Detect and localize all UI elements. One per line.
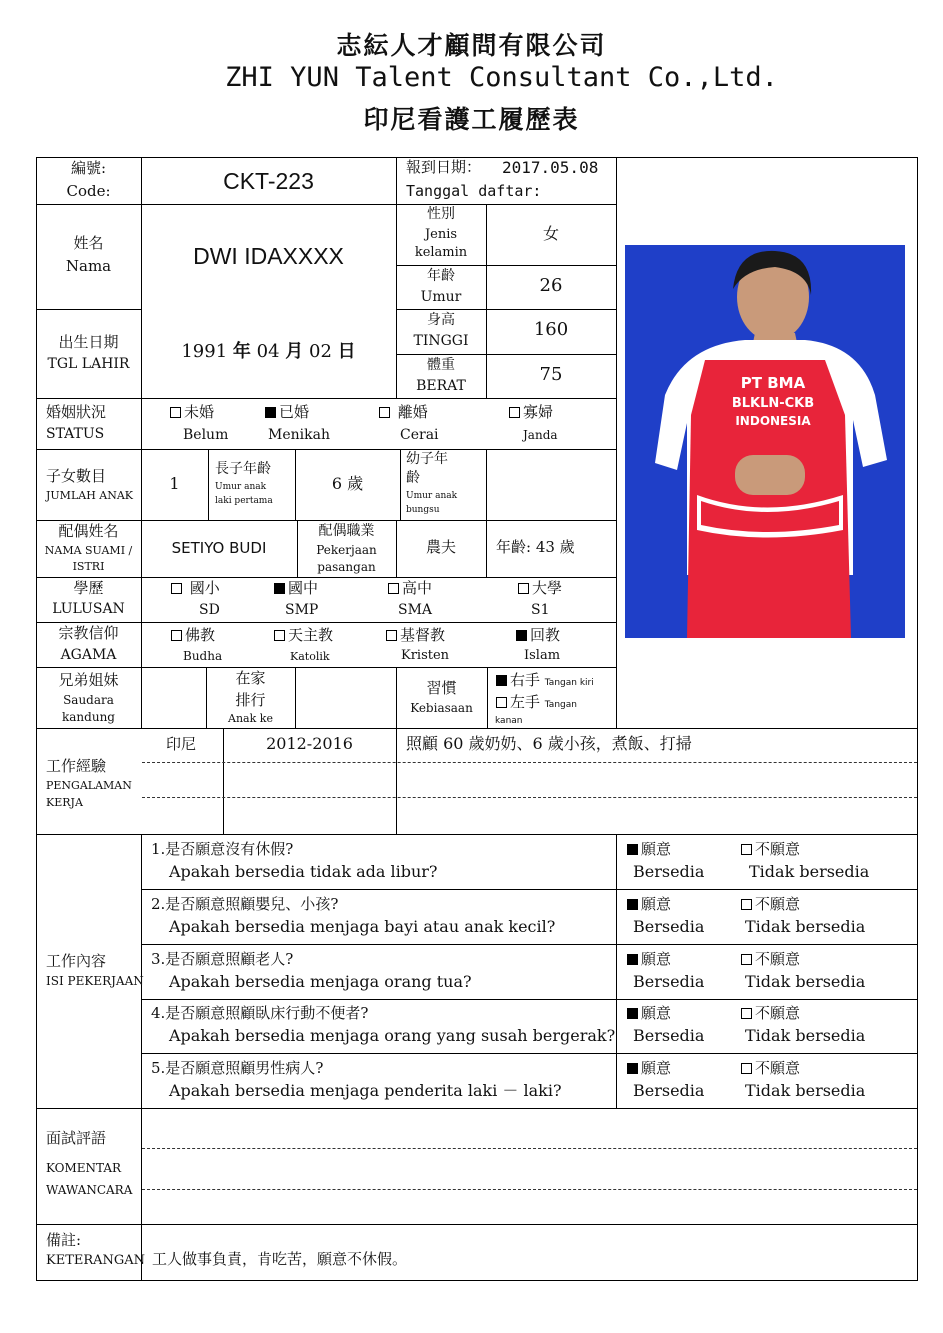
rank-label-cn1: 在家 (235, 669, 266, 687)
gender-label-id1: Jenis (424, 227, 458, 242)
yes-option[interactable]: 願意 (627, 1005, 671, 1022)
interview-label-id1: KOMENTAR (46, 1161, 122, 1175)
registration-label-cn: 報到日期： (406, 158, 482, 176)
checkbox-icon (386, 630, 397, 641)
checked-checkbox-icon (627, 954, 638, 965)
code-label-id: Code: (66, 182, 111, 200)
weight-label-id: BERAT (416, 378, 466, 394)
checked-checkbox-icon (627, 844, 638, 855)
experience-country: 印尼 (166, 735, 197, 753)
age-label-cn: 年齡 (427, 268, 455, 284)
no-label: Tidak bersedia (749, 862, 870, 881)
youngest-label-id1: Umur anak (406, 491, 458, 501)
yes-label: Bersedia (633, 1081, 705, 1100)
question-id: Apakah bersedia menjaga bayi atau anak kecil? (169, 917, 556, 936)
interview-label-id2: WAWANCARA (46, 1183, 133, 1197)
children-count: 1 (169, 474, 180, 493)
name-label-id: Nama (65, 257, 112, 275)
apron-text: BLKLN-CKB (731, 396, 815, 411)
checkbox-icon (388, 583, 399, 594)
remarks-label-cn: 備註: (46, 1231, 82, 1249)
yes-label: Bersedia (633, 917, 705, 936)
experience-label-id1: PENGALAMAN (46, 779, 132, 792)
siblings-label-cn: 兄弟姐妹 (58, 671, 119, 689)
no-label: Tidak bersedia (745, 972, 866, 991)
yes-option[interactable]: 願意 (627, 896, 671, 913)
religion-option-label: Islam (524, 648, 561, 663)
experience-duty: 照顧 60 歲奶奶、6 歲小孩，煮飯、打掃 (406, 734, 692, 753)
marital-option-cerai[interactable]: 離婚 (379, 404, 428, 421)
checkbox-icon (496, 697, 507, 708)
checkbox-icon (741, 1008, 752, 1019)
experience-period: 2012-2016 (266, 734, 353, 753)
applicant-photo (625, 245, 905, 638)
spouse-label-cn: 配偶姓名 (58, 522, 119, 540)
checked-checkbox-icon (516, 630, 527, 641)
religion-option-budha[interactable]: 佛教 (171, 627, 215, 644)
checked-checkbox-icon (265, 407, 276, 418)
question-cn: 4.是否願意照顧臥床行動不便者? (151, 1004, 369, 1022)
checkbox-icon (518, 583, 529, 594)
checked-checkbox-icon (274, 583, 285, 594)
hand-option-right[interactable]: 右手 Tangan kiri (496, 672, 594, 689)
religion-option-label: Katolik (290, 650, 330, 663)
no-label: Tidak bersedia (745, 1081, 866, 1100)
religion-label-id: AGAMA (60, 647, 117, 663)
experience-label-id2: KERJA (46, 796, 83, 809)
no-label: Tidak bersedia (745, 917, 866, 936)
spouse-job: 農夫 (425, 538, 456, 556)
weight-label-cn: 體重 (427, 357, 455, 373)
no-label: Tidak bersedia (745, 1026, 866, 1045)
registration-date: 2017.05.08 (502, 158, 599, 177)
spouse-job-label-cn: 配偶職業 (318, 523, 375, 539)
children-label-cn: 子女數目 (46, 467, 107, 485)
checked-checkbox-icon (496, 675, 507, 686)
youngest-label-cn1: 幼子年 (406, 451, 448, 467)
yes-option[interactable]: 願意 (627, 951, 671, 968)
children-label-id: JUMLAH ANAK (46, 489, 134, 502)
eldest-age: 6 歲 (331, 474, 364, 493)
hand-left-label: kanan (495, 716, 523, 726)
habit-label-cn: 習慣 (426, 679, 457, 697)
work-label-cn: 工作內容 (46, 952, 107, 970)
work-label-id: ISI PEKERJAAN (46, 974, 144, 988)
marital-label-cn: 婚姻狀況 (46, 403, 107, 421)
spouse-age: 年齡: 43 歲 (496, 538, 575, 556)
question-id: Apakah bersedia menjaga orang yang susah bergerak? (169, 1026, 616, 1045)
marital-option-belum[interactable]: 未婚 (170, 404, 214, 421)
checkbox-icon (170, 407, 181, 418)
spouse-label-id1: NAMA SUAMI / (44, 544, 133, 557)
education-option-sma[interactable]: 高中 (388, 580, 432, 597)
marital-option-label: Cerai (400, 427, 439, 443)
checkbox-icon (741, 899, 752, 910)
height-value: 160 (533, 319, 569, 340)
checkbox-icon (171, 583, 182, 594)
no-option[interactable]: 不願意 (741, 951, 800, 968)
interview-label-cn: 面試評語 (46, 1129, 107, 1147)
education-label-id: LULUSAN (52, 601, 125, 617)
no-option[interactable]: 不願意 (741, 1060, 800, 1077)
checked-checkbox-icon (627, 1063, 638, 1074)
marital-label-id: STATUS (46, 426, 105, 442)
education-label-cn: 學歷 (73, 579, 104, 597)
height-label-id: TINGGI (413, 333, 469, 349)
no-option[interactable]: 不願意 (741, 1005, 800, 1022)
education-option-label: SMP (285, 602, 319, 618)
question-cn: 3.是否願意照顧老人? (151, 950, 294, 968)
religion-option-katolik[interactable]: 天主教 (274, 627, 333, 644)
checkbox-icon (741, 1063, 752, 1074)
height-label-cn: 身高 (427, 312, 455, 328)
question-id: Apakah bersedia menjaga penderita laki － laki? (169, 1081, 562, 1100)
education-option-smp[interactable]: 國中 (274, 580, 318, 597)
checkbox-icon (379, 407, 390, 418)
religion-option-label: Budha (183, 649, 223, 663)
checkbox-icon (741, 954, 752, 965)
spouse-job-label-id1: Pekerjaan (316, 543, 377, 557)
spouse-job-label-id2: pasangan (317, 560, 376, 574)
registration-label-id: Tanggal daftar: (406, 182, 542, 200)
experience-label-cn: 工作經驗 (46, 757, 107, 775)
eldest-label-cn: 長子年齡 (215, 461, 271, 477)
rank-label-cn2: 排行 (235, 691, 266, 709)
youngest-label-cn2: 齡 (406, 470, 420, 486)
no-option[interactable]: 不願意 (741, 841, 800, 858)
marital-option-janda[interactable]: 寡婦 (509, 404, 553, 421)
yes-option[interactable]: 願意 (627, 841, 671, 858)
birth-label-cn: 出生日期 (58, 333, 119, 351)
habit-label-id: Kebiasaan (410, 701, 473, 715)
youngest-label-id2: bungsu (406, 505, 440, 515)
education-option-label: SMA (398, 602, 433, 618)
company-name-english: ZHI YUN Talent Consultant Co.,Ltd. (225, 62, 778, 93)
education-option-sd[interactable]: 國小 (171, 580, 220, 597)
education-option-label: SD (199, 602, 220, 618)
eldest-label-id2: laki pertama (215, 496, 273, 506)
education-option-s1[interactable]: 大學 (518, 580, 562, 597)
checkbox-icon (509, 407, 520, 418)
question-cn: 2.是否願意照顧嬰兒、小孩? (151, 895, 339, 913)
checkbox-icon (741, 844, 752, 855)
question-id: Apakah bersedia menjaga orang tua? (169, 972, 472, 991)
eldest-label-id1: Umur anak (215, 482, 267, 492)
gender-label-cn: 性別 (427, 206, 455, 222)
code-label-cn: 編號: (70, 159, 107, 177)
apron-text: INDONESIA (735, 414, 811, 428)
remarks-value: 工人做事負責，肯吃苦，願意不休假。 (152, 1250, 408, 1268)
yes-option[interactable]: 願意 (627, 1060, 671, 1077)
yes-label: Bersedia (633, 972, 705, 991)
marital-option-label: Menikah (268, 427, 330, 443)
religion-option-islam[interactable]: 回教 (516, 627, 560, 644)
no-option[interactable]: 不願意 (741, 896, 800, 913)
weight-value: 75 (539, 364, 563, 385)
company-name-chinese: 志紜人才顧問有限公司 (336, 31, 607, 60)
marital-option-label: Janda (523, 428, 558, 442)
birth-label-id: TGL LAHIR (47, 356, 130, 372)
religion-option-kristen[interactable]: 基督教 (386, 627, 445, 644)
form-title: 印尼看護工履歷表 (363, 105, 580, 134)
education-option-label: S1 (531, 602, 550, 618)
checkbox-icon (171, 630, 182, 641)
age-label-id: Umur (420, 289, 462, 305)
rank-label-id: Anak ke (228, 712, 273, 725)
siblings-label-id2: kandung (62, 710, 115, 724)
siblings-label-id1: Saudara (63, 693, 114, 707)
hand-option-left[interactable]: 左手 Tangan (496, 694, 577, 711)
question-id: Apakah bersedia tidak ada libur? (169, 862, 438, 881)
remarks-label-id: KETERANGAN (46, 1253, 146, 1268)
gender-value: 女 (542, 224, 559, 243)
marital-option-menikah[interactable]: 已婚 (265, 404, 309, 421)
marital-option-label: Belum (183, 427, 229, 443)
yes-label: Bersedia (633, 862, 705, 881)
question-cn: 5.是否願意照顧男性病人? (151, 1059, 324, 1077)
checked-checkbox-icon (627, 899, 638, 910)
spouse-name: SETIYO BUDI (171, 539, 267, 557)
birth-date: 1991 年 04 月 02 日 (181, 341, 356, 362)
age-value: 26 (539, 275, 563, 296)
name-value: DWI IDAXXXX (193, 243, 344, 269)
question-cn: 1.是否願意沒有休假? (151, 840, 294, 858)
gender-label-id2: kelamin (414, 245, 468, 260)
spouse-label-id2: ISTRI (72, 560, 105, 573)
religion-option-label: Kristen (401, 648, 450, 663)
checked-checkbox-icon (627, 1008, 638, 1019)
name-label-cn: 姓名 (73, 234, 104, 252)
yes-label: Bersedia (633, 1026, 705, 1045)
religion-label-cn: 宗教信仰 (58, 624, 119, 642)
checkbox-icon (274, 630, 285, 641)
code-value: CKT-223 (223, 168, 314, 194)
apron-text: PT BMA (740, 374, 806, 392)
